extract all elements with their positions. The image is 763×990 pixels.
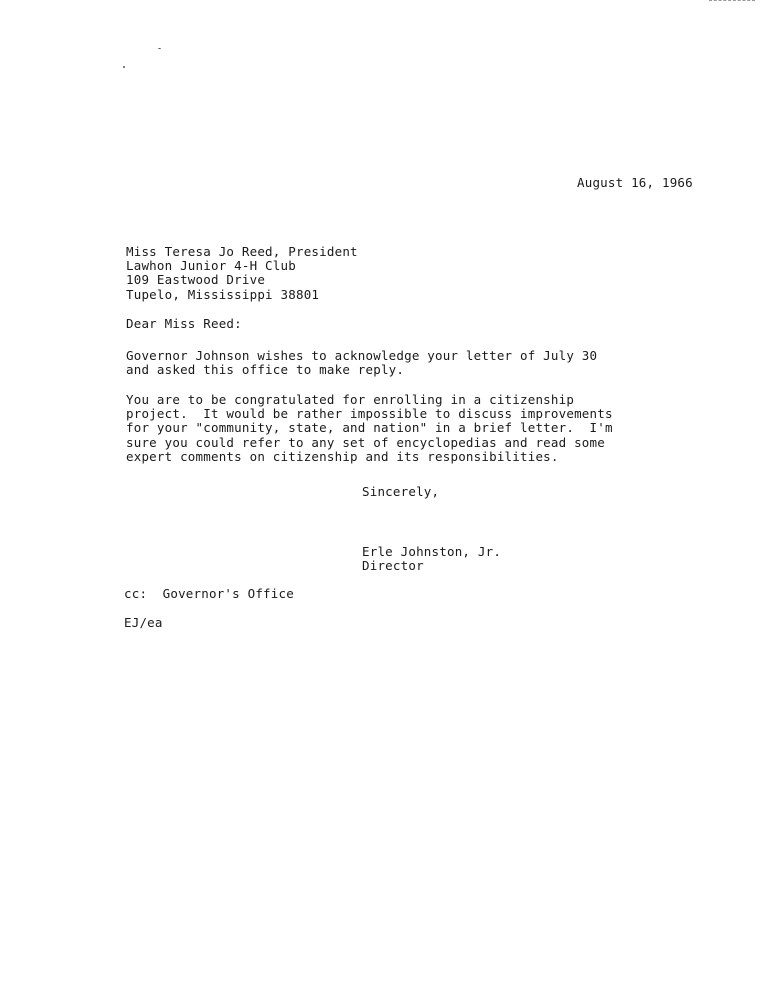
paragraph-2-line: sure you could refer to any set of encyclopedias and read some: [126, 435, 605, 450]
recipient-line: 109 Eastwood Drive: [126, 272, 266, 287]
paragraph-1-line: Governor Johnson wishes to acknowledge your letter of July 30: [126, 348, 598, 363]
salutation: Dear Miss Reed:: [126, 316, 242, 331]
reference-initials: EJ/ea: [124, 615, 163, 630]
paragraph-2-line: You are to be congratulated for enrolling in a citizenship: [126, 392, 575, 407]
signer-title: Director: [362, 558, 424, 573]
recipient-line: Miss Teresa Jo Reed, President: [126, 244, 358, 259]
recipient-line: Tupelo, Mississippi 38801: [126, 287, 320, 302]
letter-date: August 16, 1966: [577, 175, 693, 190]
signer-name: Erle Johnston, Jr.: [362, 544, 502, 559]
paragraph-2-line: expert comments on citizenship and its responsibilities.: [126, 449, 559, 464]
paragraph-1-line: and asked this office to make reply.: [126, 362, 405, 377]
paragraph-2-line: project. It would be rather impossible to discuss improvements: [126, 406, 613, 421]
scan-edge-mark: [709, 0, 755, 3]
closing: Sincerely,: [362, 484, 440, 499]
recipient-line: Lawhon Junior 4-H Club: [126, 258, 296, 273]
cc-line: cc: Governor's Office: [124, 586, 294, 601]
paragraph-2-line: for your "community, state, and nation" in a brief letter. I'm: [126, 420, 613, 435]
scan-speck: [158, 48, 161, 49]
scan-speck: [123, 66, 125, 68]
